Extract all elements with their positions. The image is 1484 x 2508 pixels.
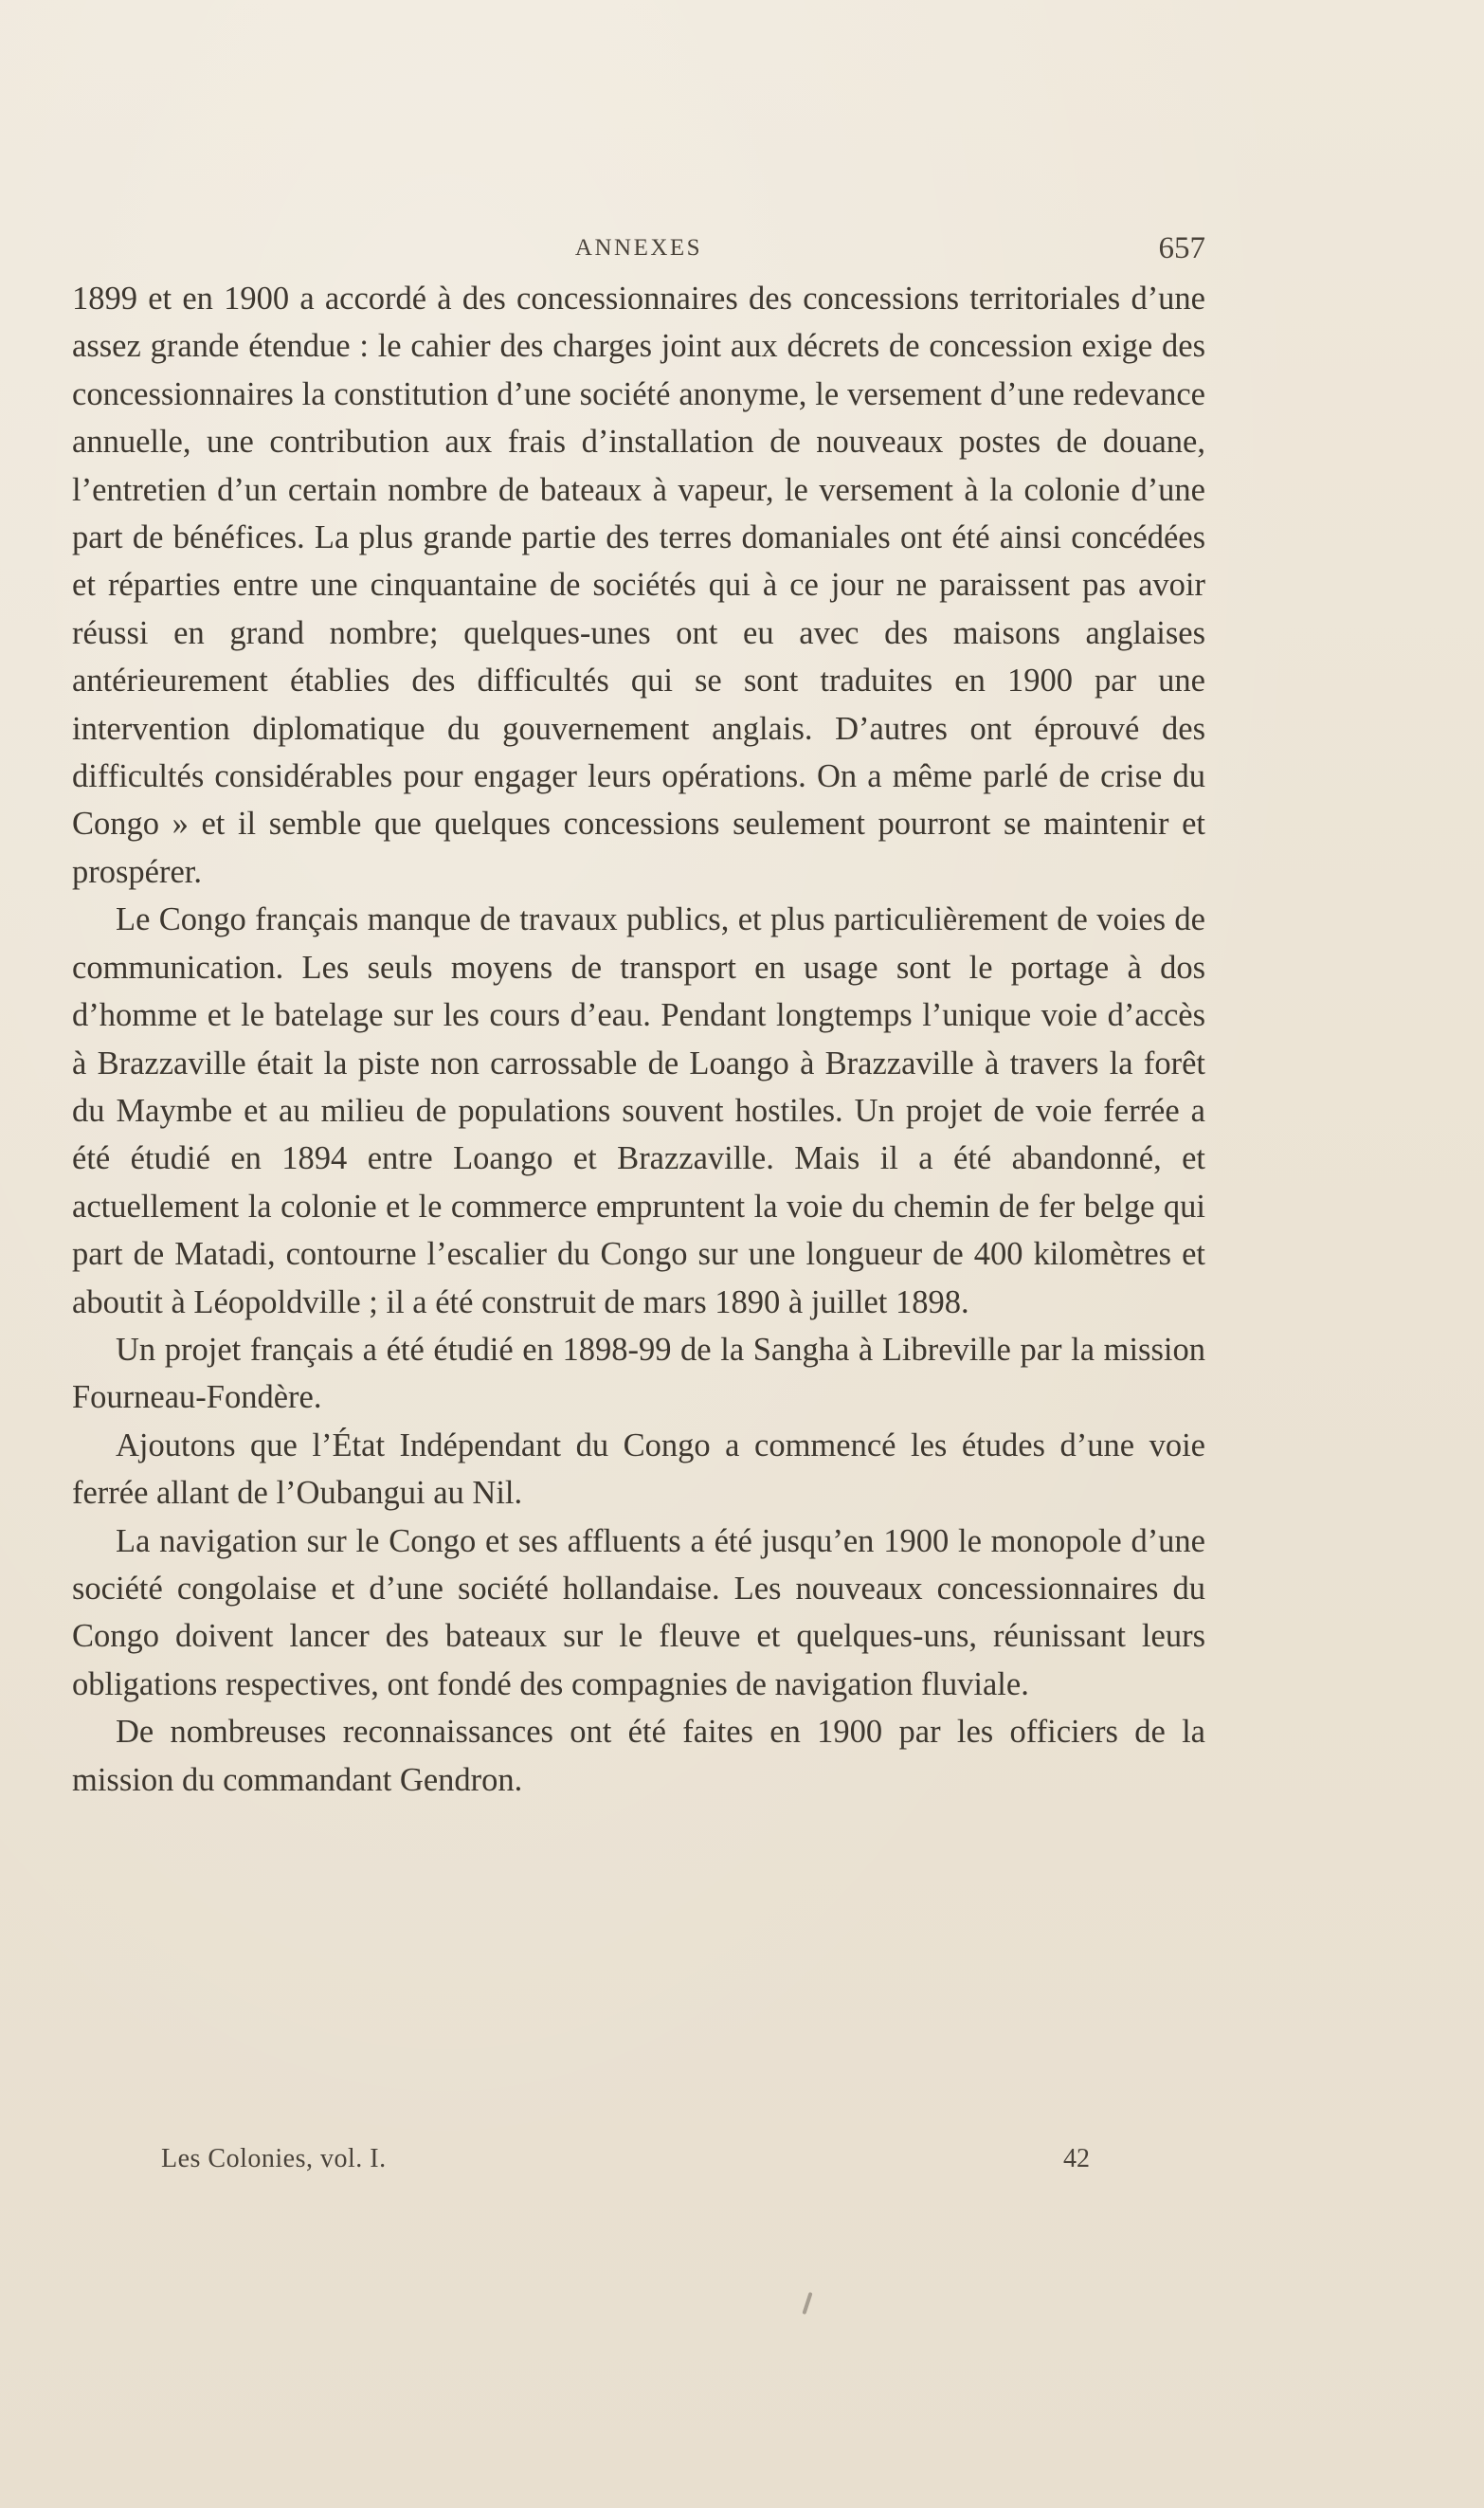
running-head: ANNEXES [574,235,703,261]
page-footer [161,2144,1090,2182]
page-header [72,231,1205,269]
paragraph-navigation: La navigation sur le Congo et ses affluents a été jusqu’en 1900 le monopole d’une société congolaise et d’une société hollandaise. Les nouveaux concessionnaires du Congo doivent lancer des bateaux sur le fleuve et quelques-uns, réunissant leurs obligations respectives, ont fondé des compagnies de navigation fluviale. [72,1522,1205,1702]
paragraph-french-project: Un projet français a été étudié en 1898-99 de la Sangha à Libreville par la mission Fourneau-Fondère. [72,1331,1205,1416]
paragraph-concessions: 1899 et en 1900 a accordé à des concessionnaires des concessions territoriales d’une assez grande étendue : le cahier des charges joint aux décrets de concession exige des concessionnaires la constitution d’une société anonyme, le versement d’une redevance annuelle, une contribution aux frais d’installation de nouveaux postes de douane, l’entretien d’un certain nombre de bateaux à vapeur, le versement à la colonie d’une part de bénéfices. La plus grande partie des terres domaniales ont été ainsi concédées et réparties entre une cinquantaine de sociétés qui à ce jour ne paraissent pas avoir réussi en grand nombre; quelques-unes ont eu avec des maisons anglaises antérieurement établies des difficultés qui se sont traduites en 1900 par une intervention diplomatique du gouvernement anglais. D’autres ont éprouvé des difficultés considérables pour engager leurs opérations. On a même parlé de crise du Congo » et il semble que quelques concessions seulement pourront se maintenir et prospérer. [72,281,1205,890]
body-text [72,275,1205,1804]
footer-source: Les Colonies, vol. I. [161,2144,387,2173]
paragraph-congo-free-state: Ajoutons que l’État Indépendant du Congo a commencé les études d’une voie ferrée allant de l’Oubangui au Nil. [72,1427,1205,1512]
page-number: 657 [1158,231,1205,265]
footer-signature-mark: 42 [1063,2144,1090,2173]
pencil-mark [802,2292,812,2315]
paragraph-reconnaissances: De nombreuses reconnaissances ont été faites en 1900 par les officiers de la mission du commandant Gendron. [72,1714,1205,1798]
paragraph-public-works: Le Congo français manque de travaux publics, et plus particulièrement de voies de communication. Les seuls moyens de transport en usage sont le portage à dos d’homme et le batelage sur les cours d’eau. Pendant longtemps l’unique voie d’accès à Brazzaville était la piste non carrossable de Loango à Brazzaville à travers la forêt du Maymbe et au milieu de populations souvent hostiles. Un projet de voie ferrée a été étudié en 1894 entre Loango et Brazzaville. Mais il a été abandonné, et actuellement la colonie et le commerce empruntent la voie du chemin de fer belge qui part de Matadi, contourne l’escalier du Congo sur une longueur de 400 kilomètres et aboutit à Léopoldville ; il a été construit de mars 1890 à juillet 1898. [72,901,1205,1320]
